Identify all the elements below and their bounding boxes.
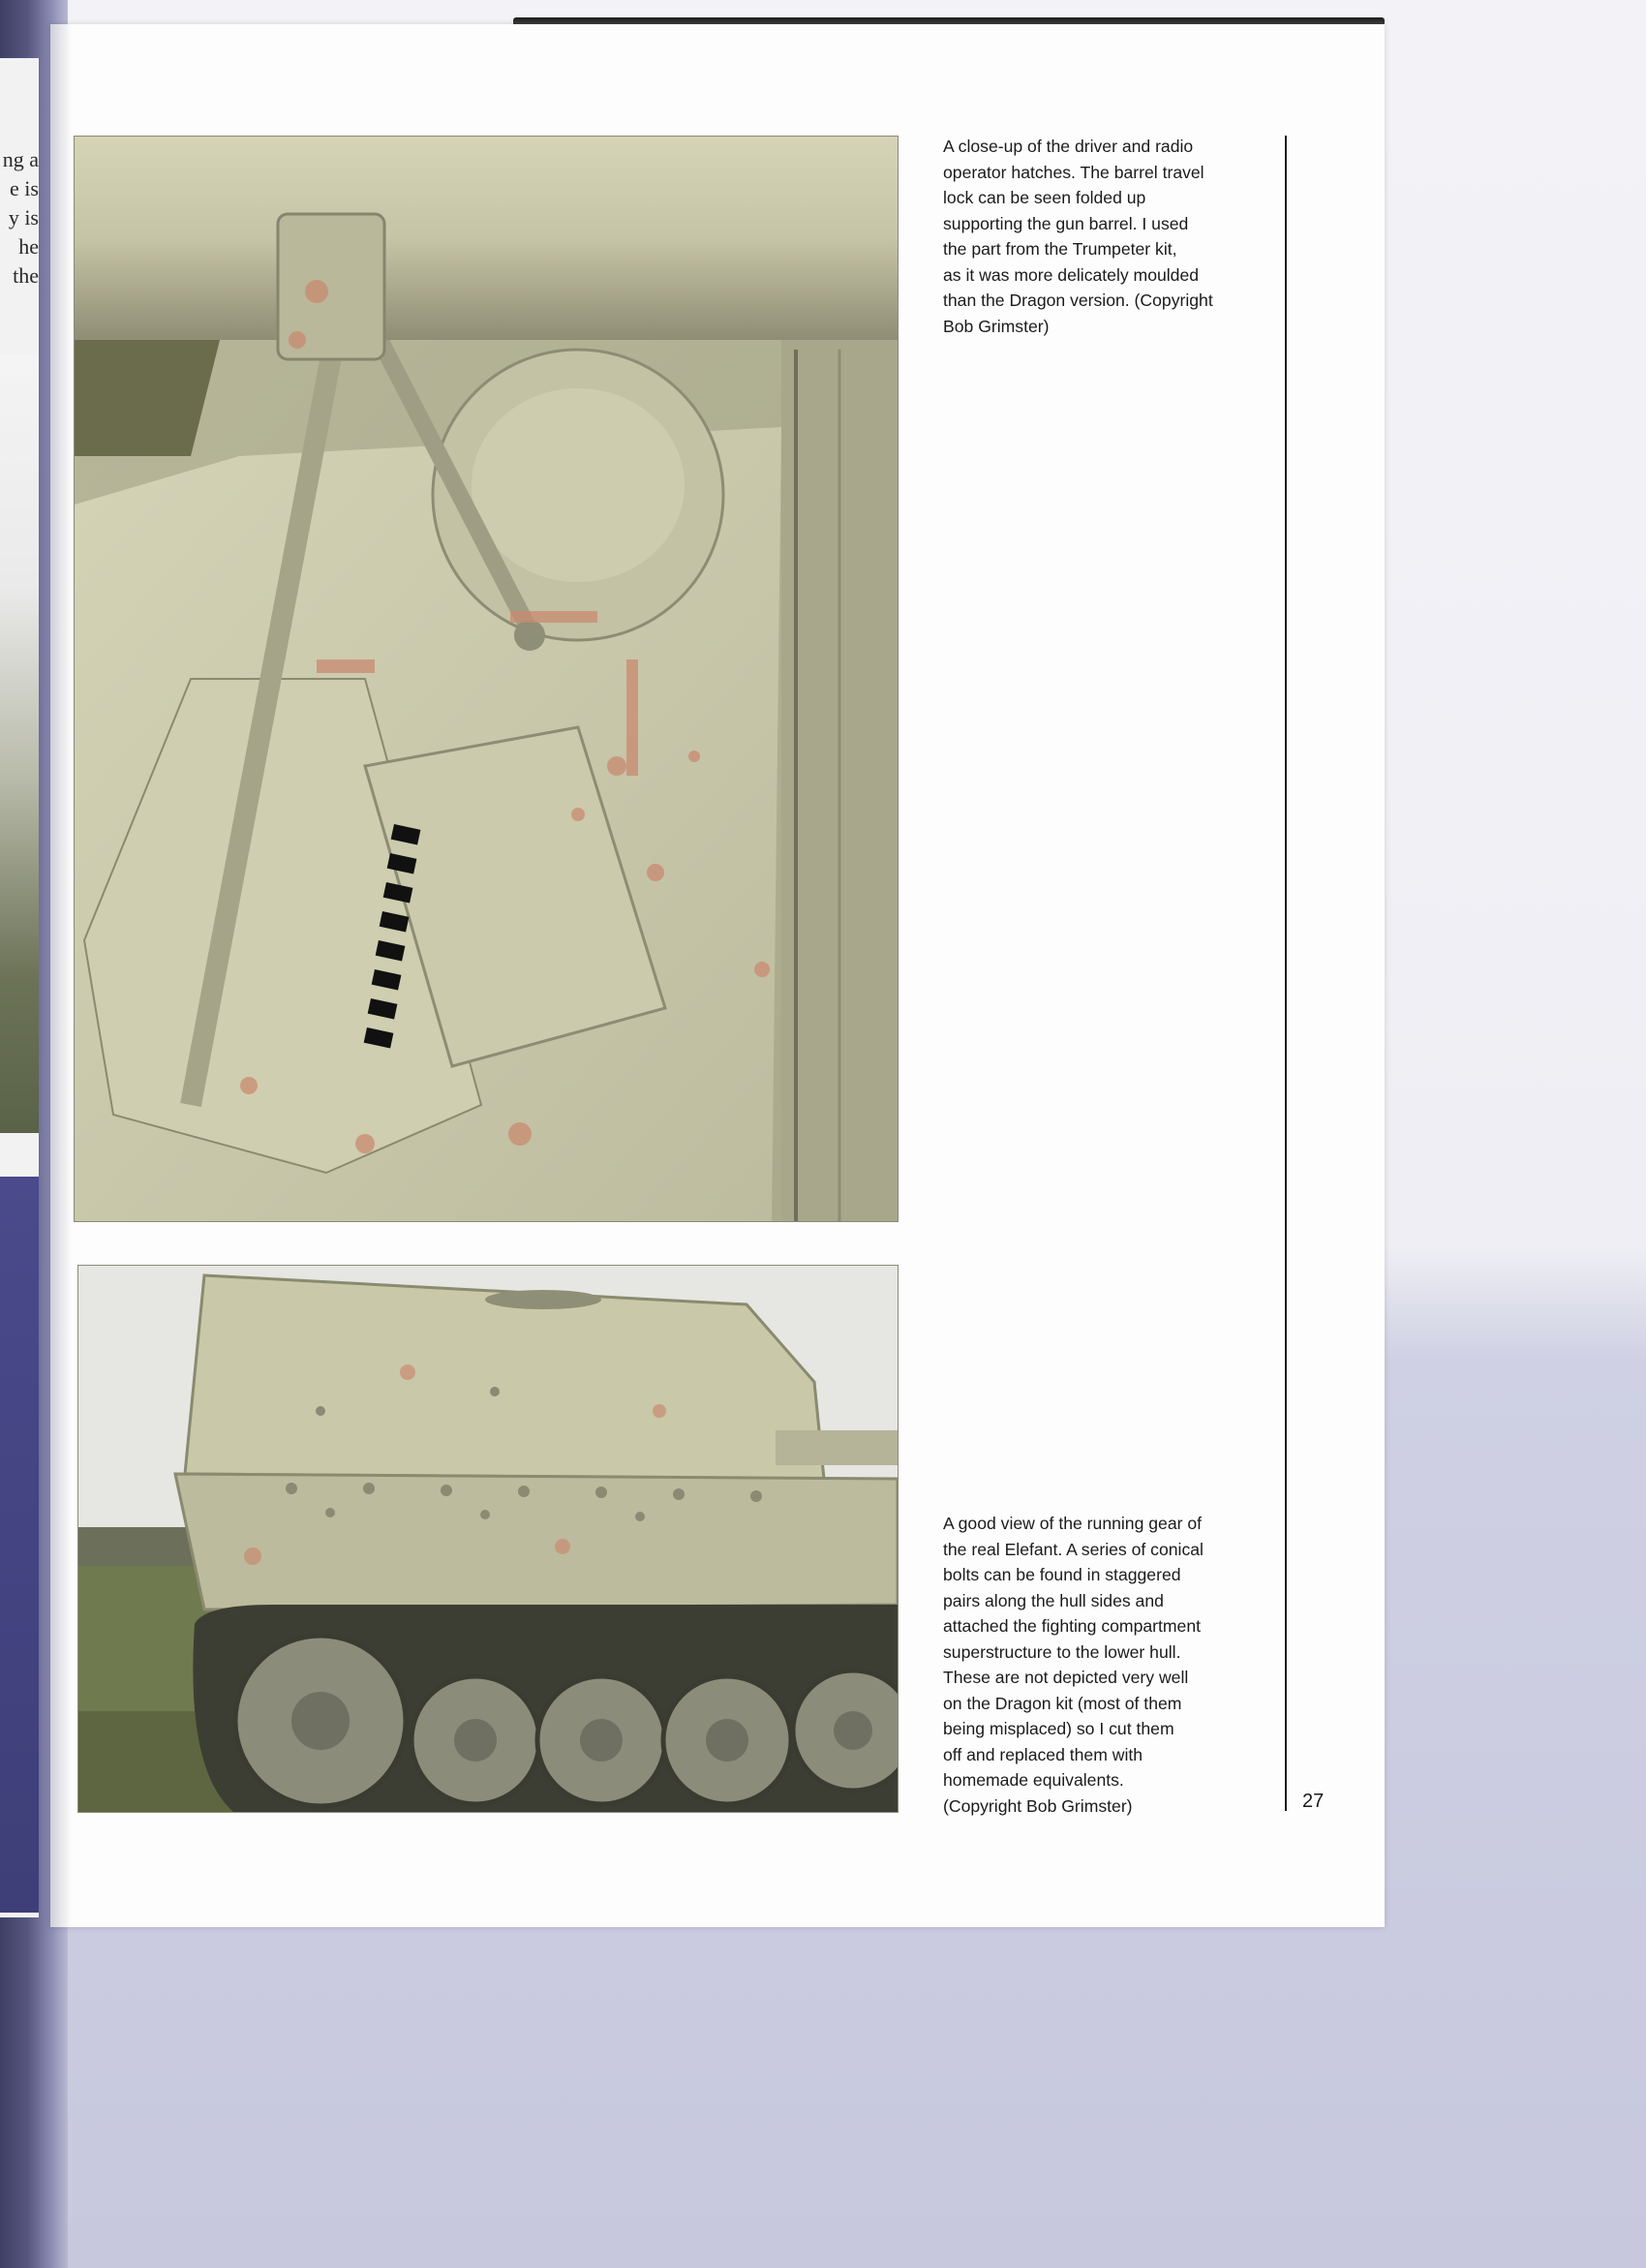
photo-running-gear — [77, 1265, 899, 1813]
photo-hatches-illustration — [75, 137, 898, 1221]
previous-page-text-line: e is — [10, 176, 39, 200]
photo-running-gear-illustration — [78, 1266, 898, 1812]
photo-hatches-closeup — [74, 136, 899, 1222]
page-fold-shadow — [50, 24, 72, 1927]
column-rule — [1285, 136, 1287, 1811]
previous-page-photo-edge — [0, 353, 39, 1133]
previous-page-color-block — [0, 1177, 39, 1913]
caption-hatches: A close-up of the driver and radio operator hatches. The barrel travel lock can be seen folded up supporting the gun barrel. I used the part from the Trumpeter kit, as it was more delicately moulded than the Dragon version. (Copyright Bob Grimster) — [943, 137, 1213, 336]
page-number: 27 — [1302, 1791, 1325, 1812]
previous-page-text-line: the — [13, 263, 39, 288]
caption-running-gear: A good view of the running gear of the real Elefant. A series of conical bolts can be found in staggered pairs along the hull sides and attached the fighting compartment superstructure to the lower hull. These are not depicted very well on the Dragon kit (most of them being misplaced) so I cut them off and replaced them with homemade equivalents. (Copyright Bob Grimster) — [943, 1514, 1204, 1816]
previous-page-text-line: he — [18, 234, 39, 259]
previous-page-text-line: y is — [8, 205, 39, 230]
previous-page-text-line: ng a — [2, 147, 39, 171]
